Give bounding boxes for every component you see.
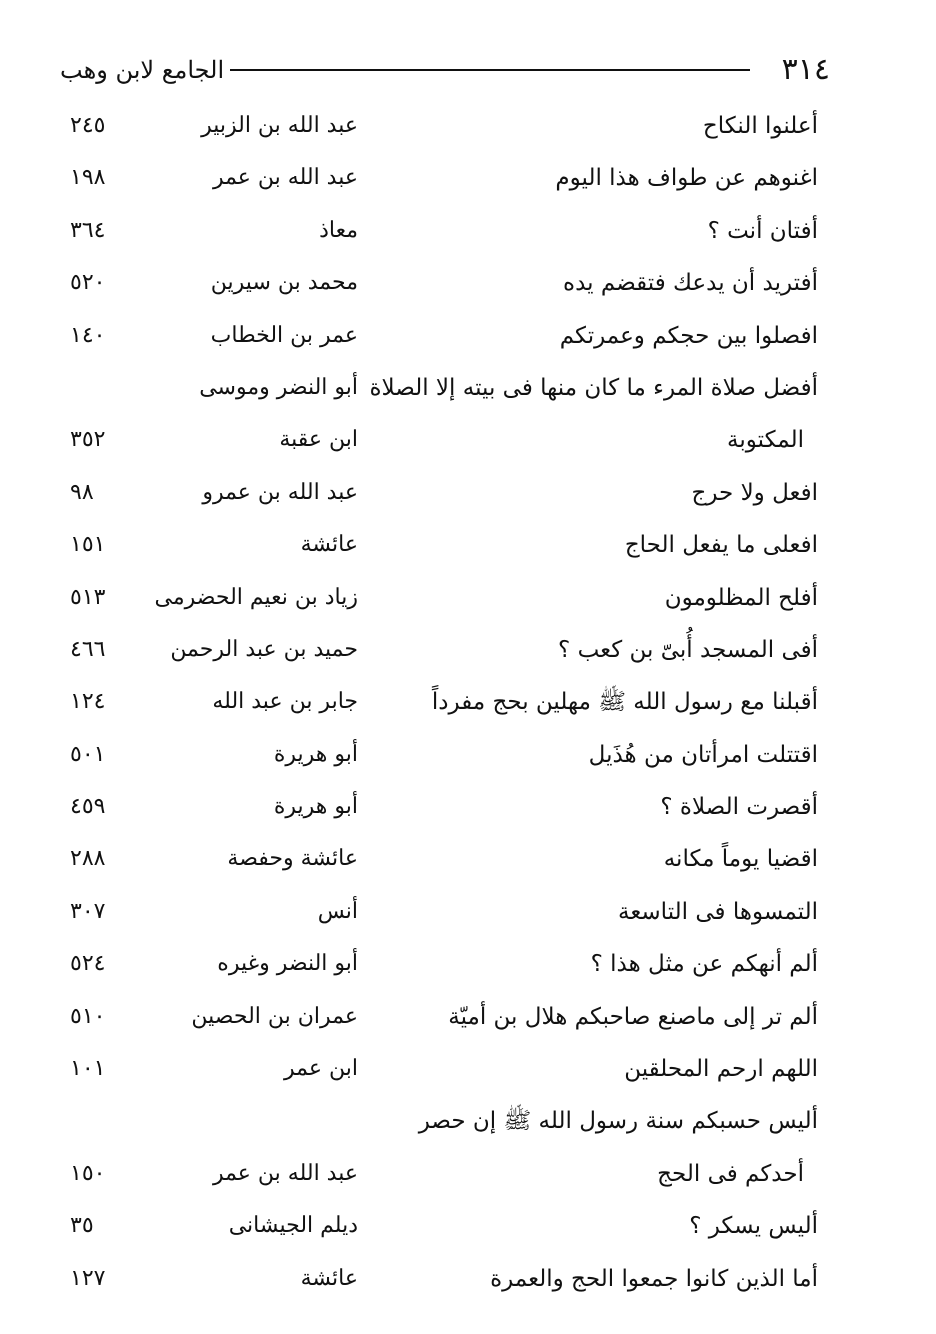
list-item	[0, 991, 936, 1043]
hadith-text: أليس يسكر ؟	[689, 1213, 818, 1240]
hadith-text: افعل ولا حرج	[691, 479, 818, 506]
reference-number: ٥١٠	[70, 1003, 106, 1029]
narrator-name: معاذ	[319, 217, 358, 243]
hadith-text: اقضيا يوماً مكانه	[663, 846, 818, 873]
hadith-text: أقبلنا مع رسول الله ﷺ مهلين بحج مفرداً	[431, 689, 818, 716]
list-item	[0, 729, 936, 781]
reference-number: ٥١٣	[70, 584, 106, 610]
hadith-text: اغنوهم عن طواف هذا اليوم	[555, 165, 818, 192]
list-item	[0, 519, 936, 571]
reference-number: ٩٨	[70, 479, 94, 505]
hadith-text: اقتتلت امرأتان من هُذَيل	[588, 741, 818, 768]
narrator-name: أبو هريرة	[273, 741, 358, 767]
narrator-name: أبو هريرة	[273, 794, 358, 820]
reference-number: ٥٠١	[70, 741, 106, 767]
hadith-index-list	[0, 100, 936, 1305]
list-item	[0, 100, 936, 152]
list-item	[0, 833, 936, 885]
reference-number: ١٩٨	[70, 165, 106, 191]
reference-number: ٥٢٤	[70, 951, 106, 977]
list-item	[0, 781, 936, 833]
list-item	[0, 467, 936, 519]
reference-number: ٤٥٩	[70, 794, 106, 820]
hadith-text: افصلوا بين حجكم وعمرتكم	[559, 322, 818, 349]
reference-number: ٣٥٢	[70, 427, 106, 453]
header-rule	[230, 69, 750, 71]
hadith-text: أليس حسبكم سنة رسول الله ﷺ إن حصر	[418, 1108, 818, 1135]
narrator-name: عبد الله بن عمر	[212, 165, 358, 191]
narrator-name: محمد بن سيرين	[210, 270, 358, 296]
list-item	[0, 205, 936, 257]
list-item	[0, 1200, 936, 1252]
narrator-name: أنس	[317, 898, 358, 924]
reference-number: ١٢٧	[70, 1265, 106, 1291]
list-item	[0, 886, 936, 938]
book-title: الجامع لابن وهب	[60, 56, 225, 84]
hadith-text: أحدكم فى الحج	[657, 1160, 804, 1187]
hadith-text: أما الذين كانوا جمعوا الحج والعمرة	[490, 1265, 818, 1292]
narrator-name: ديلم الجيشانى	[228, 1213, 358, 1239]
narrator-name: عبد الله بن الزبير	[201, 113, 358, 138]
page-number: ٣١٤	[781, 52, 830, 87]
list-item	[0, 1043, 936, 1095]
list-item	[0, 938, 936, 990]
list-item	[0, 362, 936, 414]
list-item	[0, 1095, 936, 1147]
reference-number: ٢٤٥	[70, 113, 106, 138]
hadith-text: اللهم ارحم المحلقين	[624, 1056, 818, 1083]
narrator-name: عائشة	[300, 532, 358, 558]
hadith-text: افعلى ما يفعل الحاج	[624, 532, 818, 559]
narrator-name: ابن عمر	[284, 1056, 358, 1082]
list-item	[0, 1253, 936, 1305]
list-item	[0, 257, 936, 309]
reference-number: ٢٨٨	[70, 846, 106, 872]
page-header	[60, 52, 830, 92]
reference-number: ٤٦٦	[70, 636, 106, 662]
list-item	[0, 310, 936, 362]
reference-number: ٣٠٧	[70, 898, 106, 924]
reference-number: ١٠١	[70, 1056, 106, 1082]
hadith-text: التمسوها فى التاسعة	[617, 898, 818, 925]
hadith-text: أفلح المظلومون	[664, 584, 818, 611]
list-item	[0, 572, 936, 624]
hadith-text: ألم أنهكم عن مثل هذا ؟	[590, 951, 818, 978]
narrator-name: حميد بن عبد الرحمن	[170, 636, 358, 662]
list-item	[0, 414, 936, 466]
narrator-name: أبو النضر وموسى	[199, 374, 358, 400]
hadith-text: أفتريد أن يدعك فتقضم يده	[563, 270, 818, 297]
reference-number: ٥٢٠	[70, 270, 106, 296]
reference-number: ٣٦٤	[70, 217, 106, 243]
narrator-name: زياد بن نعيم الحضرمى	[154, 584, 358, 610]
list-item	[0, 1148, 936, 1200]
reference-number: ١٥١	[70, 532, 106, 558]
narrator-name: عبد الله بن عمر	[212, 1160, 358, 1186]
list-item	[0, 676, 936, 728]
list-item	[0, 624, 936, 676]
hadith-text: أفضل صلاة المرء ما كان منها فى بيته إلا الصلاة	[369, 374, 818, 401]
narrator-name: أبو النضر وغيره	[217, 951, 358, 977]
narrator-name: جابر بن عبد الله	[212, 689, 358, 715]
hadith-text: المكتوبة	[727, 427, 804, 454]
reference-number: ١٥٠	[70, 1160, 106, 1186]
narrator-name: عائشة	[300, 1265, 358, 1291]
narrator-name: عمر بن الخطاب	[210, 322, 358, 348]
hadith-text: أفى المسجد أُبىّ بن كعب ؟	[558, 636, 818, 663]
narrator-name: عبد الله بن عمرو	[202, 479, 358, 505]
narrator-name: عائشة وحفصة	[227, 846, 358, 872]
hadith-text: أقصرت الصلاة ؟	[660, 794, 818, 821]
hadith-text: أفتان أنت ؟	[707, 217, 818, 244]
hadith-text: أعلنوا النكاح	[702, 113, 818, 139]
narrator-name: عمران بن الحصين	[191, 1003, 358, 1029]
reference-number: ١٢٤	[70, 689, 106, 715]
reference-number: ١٤٠	[70, 322, 106, 348]
reference-number: ٣٥	[70, 1213, 94, 1239]
list-item	[0, 152, 936, 204]
hadith-text: ألم تر إلى ماصنع صاحبكم هلال بن أميّة	[448, 1003, 818, 1030]
narrator-name: ابن عقبة	[279, 427, 358, 453]
